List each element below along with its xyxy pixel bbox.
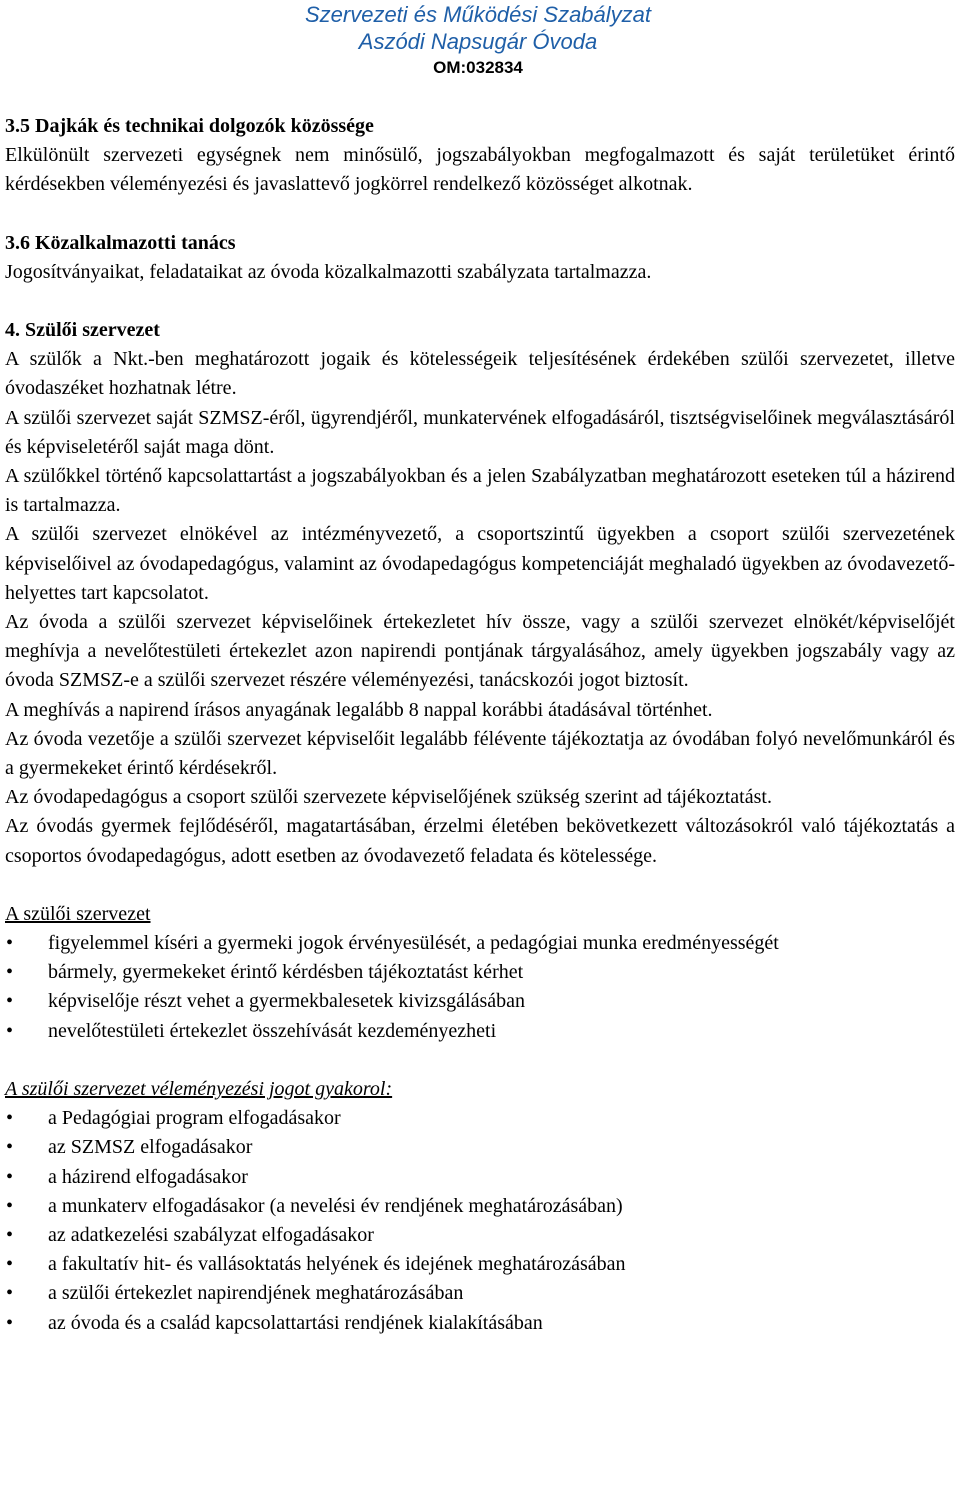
list-item: • bármely, gyermekeket érintő kérdésben tájékoztatást kérhet [5, 958, 955, 987]
bullet-icon: • [6, 1311, 14, 1334]
opinion-rights-list [5, 1104, 955, 1338]
section-4-paragraph: Az óvoda a szülői szervezet képviselőinek értekezletet hív össze, vagy a szülői szervezet elnökét/képviselőjét meghívja a nevelőtestületi értekezlet azon napirendi pontjának tárgyalásához, amely ügyekben jogszabály vagy az óvoda SZMSZ-e a szülői szervezet részére véleményezési, tanácskozói jogot biztosít. [5, 611, 955, 692]
list-item: • az adatkezelési szabályzat elfogadásakor [5, 1221, 955, 1250]
bullet-icon: • [6, 961, 14, 984]
bullet-icon: • [6, 1253, 14, 1276]
bullet-icon: • [6, 990, 14, 1013]
section-4-paragraph: A szülői szervezet saját SZMSZ-éről, ügyrendjéről, munkatervének elfogadásáról, tisztségviselőinek megválasztásáról és képviseletéről saját maga dönt. [5, 406, 955, 458]
page-header [278, 0, 678, 80]
list-item: • a Pedagógiai program elfogadásakor [5, 1104, 955, 1133]
bullet-icon: • [6, 1019, 14, 1042]
section-4-paragraph: A szülőkkel történő kapcsolattartást a jogszabályokban és a jelen Szabályzatban meghatározott eseteken túl a házirend is tartalmazza. [5, 465, 955, 517]
bullet-icon: • [6, 932, 14, 955]
list-item: • figyelemmel kíséri a gyermeki jogok érvényesülését, a pedagógiai munka eredményességét [5, 929, 955, 958]
list-item: • a házirend elfogadásakor [5, 1163, 955, 1192]
section-3-5-heading: 3.5 Dajkák és technikai dolgozók közössége [5, 115, 374, 137]
document-title: Szervezeti és Működési Szabályzat [304, 2, 652, 27]
section-3-6-text: Jogosítványaikat, feladataikat az óvoda közalkalmazotti szabályzata tartalmazza. [5, 260, 652, 283]
parent-org-rights-heading: A szülői szervezet [5, 902, 151, 925]
list-item: • képviselője részt vehet a gyermekbalesetek kivizsgálásában [5, 987, 955, 1016]
bullet-icon: • [6, 1136, 14, 1159]
bullet-icon: • [6, 1282, 14, 1305]
section-4-paragraph: A szülői szervezet elnökével az intézményvezető, a csoportszintű ügyekben a csoport szülői szervezetének képviselőivel az óvodapedagógus, valamint az óvodapedagógus kompetenciáját meghaladó ügyekben az óvodavezető-helyettes tart kapcsolatot. [5, 523, 955, 604]
om-code: OM:032834 [433, 58, 523, 77]
opinion-rights-heading: A szülői szervezet véleményezési jogot gyakorol: [5, 1077, 393, 1100]
list-item: • nevelőtestületi értekezlet összehívását kezdeményezheti [5, 1017, 955, 1046]
section-4-paragraph: A szülők a Nkt.-ben meghatározott jogaik és kötelességeik teljesítésének érdekében szülői szervezetet, illetve óvodaszéket hozhatnak létre. [5, 348, 955, 400]
section-4-paragraph: A meghívás a napirend írásos anyagának legalább 8 nappal korábbi átadásával történhet. [5, 698, 713, 721]
bullet-icon: • [6, 1223, 14, 1246]
parent-org-rights-list [5, 929, 955, 1046]
section-4-paragraph: Az óvoda vezetője a szülői szervezet képviselőit legalább félévente tájékoztatja az óvodában folyó nevelőmunkáról és a gyermekeket érintő kérdésekről. [5, 727, 955, 780]
document-body [5, 112, 955, 1338]
list-item: • a fakultatív hit- és vallásoktatás helyének és idejének meghatározásában [5, 1250, 955, 1279]
section-4-heading: 4. Szülői szervezet [5, 319, 160, 342]
section-3-6-heading: 3.6 Közalkalmazotti tanács [5, 231, 236, 254]
list-item: • a szülői értekezlet napirendjének meghatározásában [5, 1279, 955, 1308]
section-3-5-text: Elkülönült szervezeti egységnek nem minősülő, jogszabályokban megfogalmazott és saját területüket érintő kérdésekben véleményezési és javaslattevő jogkörrel rendelkező közösséget alkotnak. [5, 144, 955, 196]
bullet-icon: • [6, 1107, 14, 1130]
institution-name: Aszódi Napsugár Óvoda [358, 29, 598, 54]
list-item: • az SZMSZ elfogadásakor [5, 1133, 955, 1162]
list-item: • az óvoda és a család kapcsolattartási rendjének kialakításában [5, 1309, 955, 1338]
bullet-icon: • [6, 1165, 14, 1188]
list-item: • a munkaterv elfogadásakor (a nevelési év rendjének meghatározásában) [5, 1192, 955, 1221]
section-4-paragraph: Az óvodapedagógus a csoport szülői szervezete képviselőjének szükség szerint ad tájékoztatást. [5, 786, 772, 809]
section-4-paragraph: Az óvodás gyermek fejlődéséről, magatartásában, érzelmi életében bekövetkezett változásokról való tájékoztatás a csoportos óvodapedagógus, adott esetben az óvodavezető feladata és kötelessége. [5, 815, 955, 867]
bullet-icon: • [6, 1194, 14, 1217]
